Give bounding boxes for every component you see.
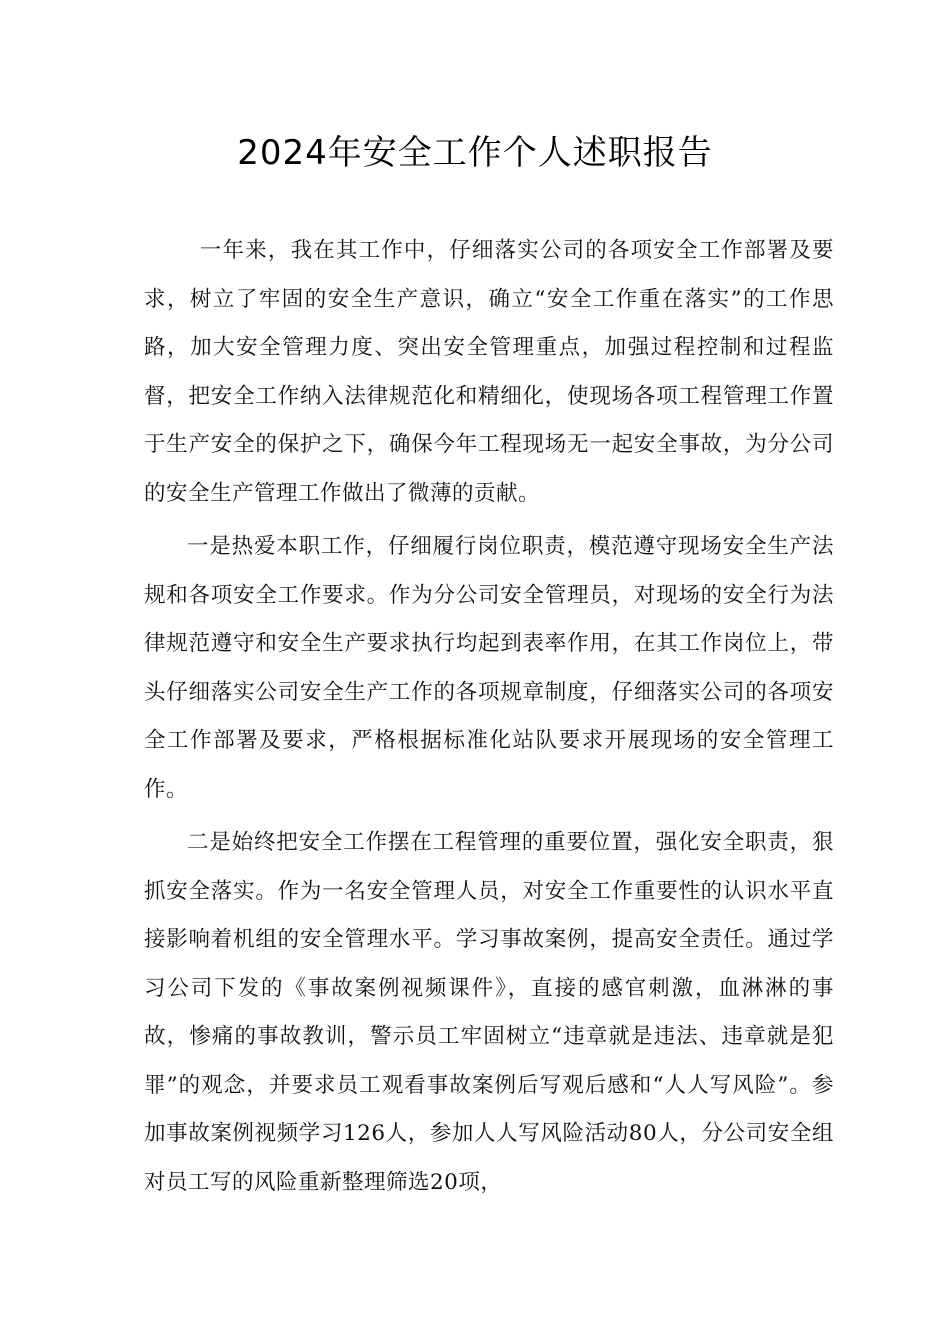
paragraph-point-one: 一是热爱本职工作，仔细履行岗位职责，模范遵守现场安全生产法规和各项安全工作要求。作为分公司安全管理员，对现场的安全行为法律规范遵守和安全生产要求执行均起到表率作用，在其工作岗位上，带头仔细落实公司安全生产工作的各项规章制度，仔细落实公司的各项安全工作部署及要求，严格根据标准化站队要求开展现场的安全管理工作。 — [144, 534, 834, 802]
document-body — [144, 227, 834, 1212]
document-title: 2024年安全工作个人述职报告 — [237, 133, 713, 173]
paragraph-intro: 一年来，我在其工作中，仔细落实公司的各项安全工作部署及要求，树立了牢固的安全生产意识，确立“安全工作重在落实”的工作思路，加大安全管理力度、突出安全管理重点，加强过程控制和过程监督，把安全工作纳入法律规范化和精细化，使现场各项工程管理工作置于生产安全的保护之下，确保今年工程现场无一起安全事故，为分公司的安全生产管理工作做出了微薄的贡献。 — [144, 238, 834, 506]
paragraph-point-two: 二是始终把安全工作摆在工程管理的重要位置，强化安全职责，狠抓安全落实。作为一名安全管理人员，对安全工作重要性的认识水平直接影响着机组的安全管理水平。学习事故案例，提高安全责任。通过学习公司下发的《事故案例视频课件》，直接的感官刺激，血淋淋的事故，惨痛的事故教训，警示员工牢固树立“违章就是违法、违章就是犯罪”的观念，并要求员工观看事故案例后写观后感和“人人写风险”。参加事故案例视频学习126人，参加人人写风险活动80人，分公司安全组对员工写的风险重新整理筛选20项， — [144, 830, 834, 1195]
